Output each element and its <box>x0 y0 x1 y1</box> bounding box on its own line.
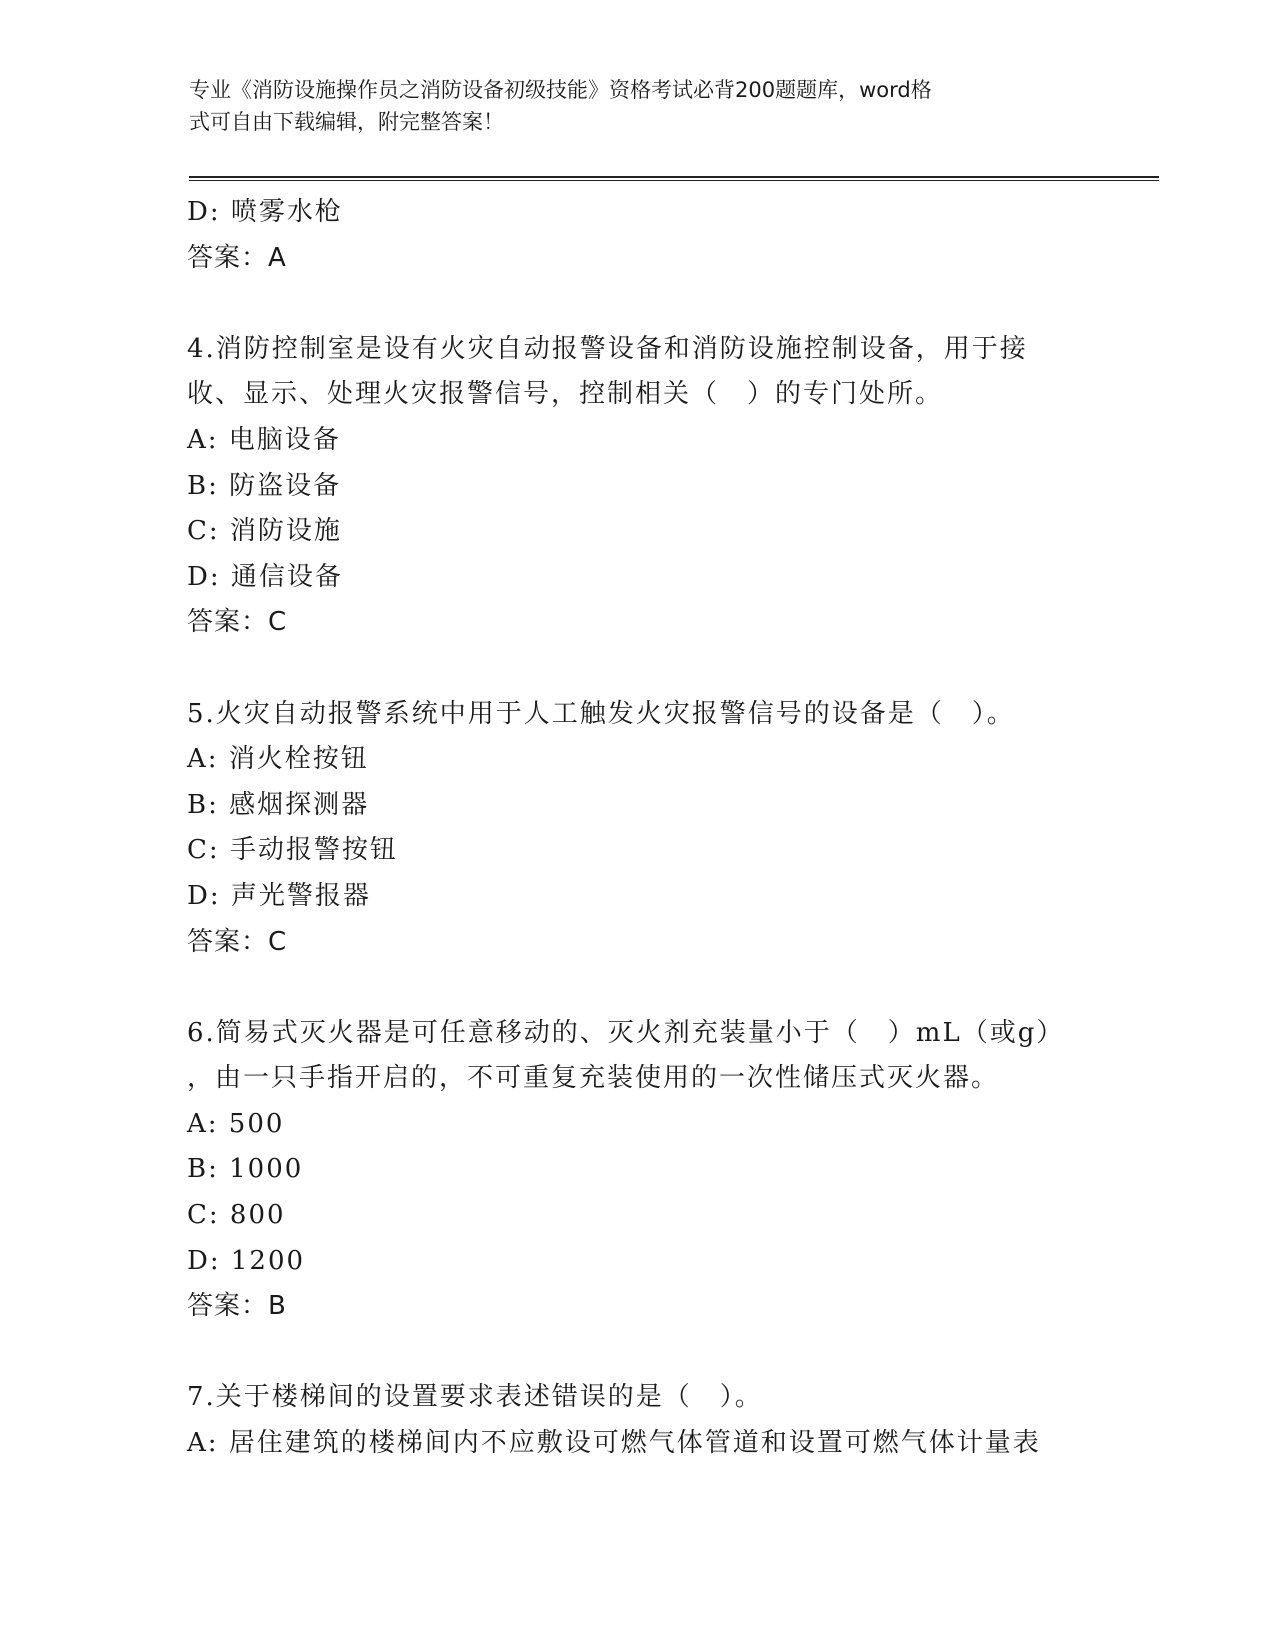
option-c: C: 消防设施 <box>187 516 342 547</box>
question-5 <box>187 692 1087 966</box>
header-title-line-2: 式可自由下载编辑，附完整答案！ <box>189 110 504 134</box>
spacer <box>187 1330 1087 1376</box>
question-text-line: ，由一只手指开启的，不可重复充装使用的一次性储压式灭火器。 <box>187 1063 1000 1094</box>
option-b: B: 感烟探测器 <box>187 789 370 820</box>
option-a: A: 电脑设备 <box>187 424 341 455</box>
spacer <box>187 646 1087 692</box>
document-header <box>189 74 1069 138</box>
question-4 <box>187 327 1087 646</box>
option-d: D: 通信设备 <box>187 561 343 592</box>
question-6 <box>187 1011 1087 1330</box>
option-d: D: 喷雾水枪 <box>187 197 343 227</box>
option-a: A: 500 <box>187 1108 285 1139</box>
spacer <box>187 965 1087 1011</box>
question-text-line: 收、显示、处理火灾报警信号，控制相关（ ）的专门处所。 <box>187 379 944 410</box>
header-divider <box>189 176 1159 181</box>
option-d: D: 声光警报器 <box>187 880 371 911</box>
answer: 答案：A <box>187 242 287 273</box>
option-b: B: 防盗设备 <box>187 470 342 501</box>
question-text-line: 7.关于楼梯间的设置要求表述错误的是（ ）。 <box>187 1382 763 1413</box>
option-a: A: 居住建筑的楼梯间内不应敷设可燃气体管道和设置可燃气体计量表 <box>187 1428 1041 1459</box>
answer: 答案：C <box>187 607 288 638</box>
answer: 答案：C <box>187 926 288 957</box>
question-text-line: 6.简易式灭火器是可任意移动的、灭火剂充装量小于（ ）mL（或g） <box>187 1017 1065 1048</box>
option-a: A: 消火栓按钮 <box>187 744 369 775</box>
option-d: D: 1200 <box>187 1245 306 1276</box>
question-text-line: 4.消防控制室是设有火灾自动报警设备和消防设施控制设备，用于接 <box>187 333 1028 364</box>
document-body <box>187 190 1087 1467</box>
question-7 <box>187 1375 1087 1466</box>
header-title-line-1: 专业《消防设施操作员之消防设备初级技能》资格考试必背200题题库，word格 <box>189 78 932 102</box>
answer: 答案：B <box>187 1291 287 1322</box>
spacer <box>187 281 1087 327</box>
option-c: C: 手动报警按钮 <box>187 835 398 866</box>
option-b: B: 1000 <box>187 1154 304 1185</box>
question-text-line: 5.火灾自动报警系统中用于人工触发火灾报警信号的设备是（ ）。 <box>187 698 1015 729</box>
option-c: C: 800 <box>187 1200 286 1231</box>
